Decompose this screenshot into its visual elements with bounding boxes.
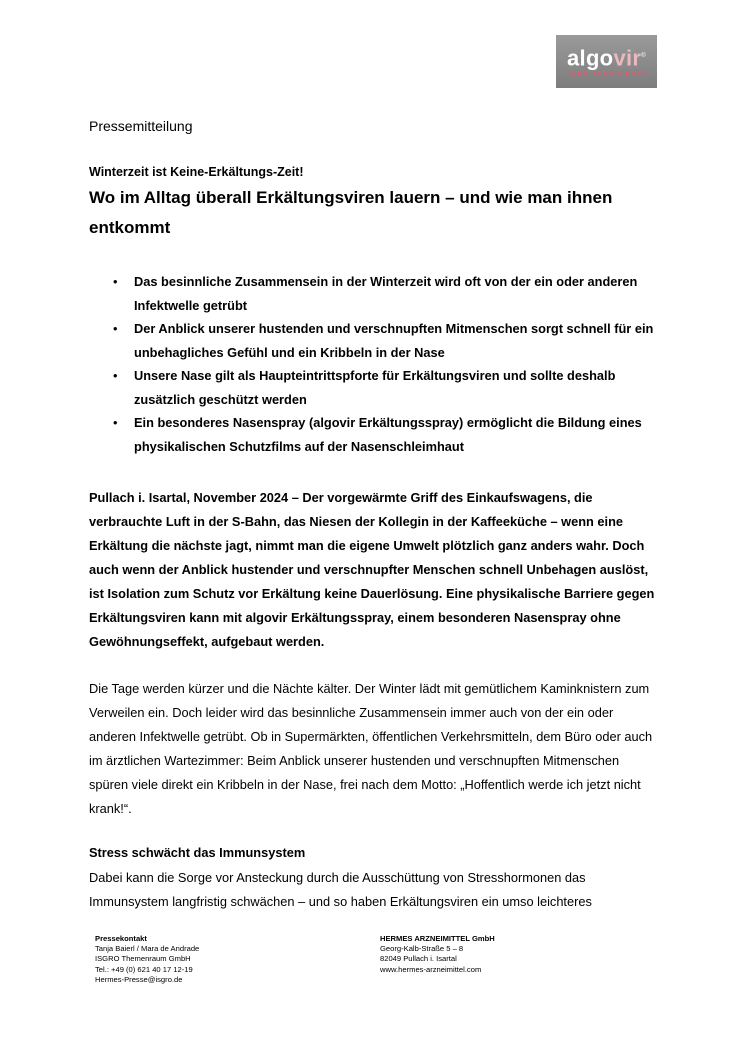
footer-company-heading: HERMES ARZNEIMITTEL GmbH xyxy=(380,934,495,943)
bullet-item xyxy=(89,270,669,317)
bullet-list xyxy=(89,270,669,458)
logo-word-part2: vir xyxy=(613,45,642,71)
bullet-item xyxy=(89,411,669,458)
footer-contact-line: ISGRO Themenraum GmbH xyxy=(95,954,191,964)
footer-contact-line: Tanja Baierl / Mara de Andrade xyxy=(95,944,200,954)
bullet-icon: • xyxy=(113,321,118,336)
brand-logo xyxy=(556,35,657,88)
bullet-icon: • xyxy=(113,274,118,289)
footer-contact-heading: Pressekontakt xyxy=(95,934,147,943)
footer-press-contact xyxy=(95,934,199,985)
logo-word-part1: algo xyxy=(567,45,614,71)
bullet-icon: • xyxy=(113,368,118,383)
bullet-text: Ein besonderes Nasenspray (algovir Erkältungsspray) ermöglicht die Bildung eines physikalischen Schutzfilms auf der Nasenschleimhaut xyxy=(134,415,642,454)
logo-wordmark xyxy=(556,35,657,69)
logo-subtitle: ERKÄLTUNGSSPRAY xyxy=(566,71,647,79)
lead-paragraph: Pullach i. Isartal, November 2024 – Der vorgewärmte Griff des Einkaufswagens, die verbrauchte Luft in der S-Bahn, das Niesen der Kollegin in der Kaffeeküche – wenn eine Erkältung die nächste jagt, nimmt man die eigene Umwelt plötzlich ganz anders wahr. Doch auch wenn der Anblick hustender und verschnupfter Menschen schnell Unbehagen auslöst, ist Isolation zum Schutz vor Erkältung keine Dauerlösung. Eine physikalische Barriere gegen Erkältungsviren kann mit algovir Erkältungsspray, einem besonderen Nasenspray ohne Gewöhnungseffekt, aufgebaut werden. xyxy=(89,490,655,649)
headline: Wo im Alltag überall Erkältungsviren lauern – und wie man ihnen entkommt xyxy=(89,188,613,237)
section-heading: Stress schwächt das Immunsystem xyxy=(89,845,306,860)
document-label: Pressemitteilung xyxy=(89,118,193,134)
body-paragraph: Dabei kann die Sorge vor Ansteckung durch die Ausschüttung von Stresshormonen das Immunsystem langfristig schwächen – und so haben Erkältungsviren ein umso leichteres xyxy=(89,870,592,909)
footer-contact-email: Hermes-Presse@isgro.de xyxy=(95,974,183,984)
bullet-item xyxy=(89,317,669,364)
kicker: Winterzeit ist Keine-Erkältungs-Zeit! xyxy=(89,165,304,179)
logo-trademark: ® xyxy=(641,53,646,59)
bullet-icon: • xyxy=(113,415,118,430)
bullet-text: Das besinnliche Zusammensein in der Winterzeit wird oft von der ein oder anderen Infektwelle getrübt xyxy=(134,274,638,313)
footer-company-line: Georg-Kalb-Straße 5 – 8 xyxy=(380,944,464,954)
footer-company xyxy=(380,934,495,975)
bullet-text: Der Anblick unserer hustenden und verschnupften Mitmenschen sorgt schnell für ein unbehagliches Gefühl und ein Kribbeln in der Nase xyxy=(134,321,654,360)
footer-company-website: www.hermes-arzneimittel.com xyxy=(380,964,482,974)
footer-contact-line: Tel.: +49 (0) 621 40 17 12-19 xyxy=(95,964,193,974)
footer-company-line: 82049 Pullach i. Isartal xyxy=(380,954,457,964)
bullet-text: Unsere Nase gilt als Haupteintrittspforte für Erkältungsviren und sollte deshalb zusätzlich geschützt werden xyxy=(134,368,616,407)
body-paragraph: Die Tage werden kürzer und die Nächte kälter. Der Winter lädt mit gemütlichem Kaminknistern zum Verweilen ein. Doch leider wird das besinnliche Zusammensein immer auch von der ein oder anderen Infektwelle getrübt. Ob in Supermärkten, öffentlichen Verkehrsmitteln, dem Büro oder auch im ärztlichen Wartezimmer: Beim Anblick unserer hustenden und verschnupften Mitmenschen spüren viele direkt ein Kribbeln in der Nase, frei nach dem Motto: „Hoffentlich werde ich jetzt nicht krank!“. xyxy=(89,681,653,816)
bullet-item xyxy=(89,364,669,411)
